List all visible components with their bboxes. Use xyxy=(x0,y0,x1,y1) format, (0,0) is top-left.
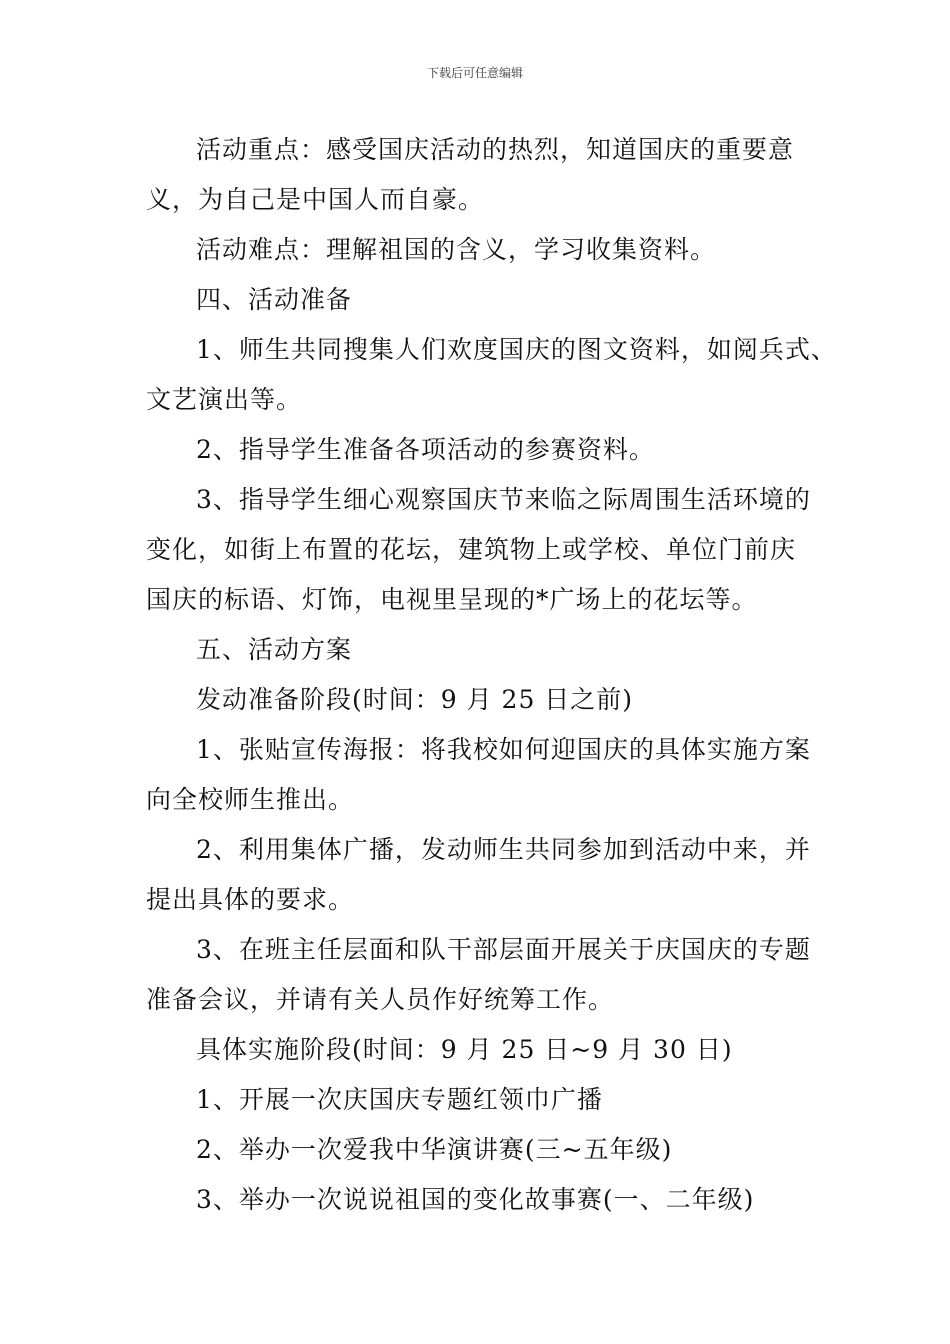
phase-heading: 发动准备阶段(时间：9 月 25 日之前) xyxy=(196,685,634,714)
paragraph-line: 变化，如街上布置的花坛，建筑物上或学校、单位门前庆 xyxy=(146,535,797,564)
phase-heading: 具体实施阶段(时间：9 月 25 日~9 月 30 日) xyxy=(196,1035,733,1064)
paragraph-line: 向全校师生推出。 xyxy=(146,785,355,814)
paragraph-line: 2、指导学生准备各项活动的参赛资料。 xyxy=(196,435,655,464)
paragraph-line: 2、举办一次爱我中华演讲赛(三~五年级) xyxy=(196,1135,673,1164)
paragraph-line: 义，为自己是中国人而自豪。 xyxy=(146,185,485,214)
paragraph-line: 国庆的标语、灯饰，电视里呈现的*广场上的花坛等。 xyxy=(146,585,758,614)
section-heading: 四、活动准备 xyxy=(196,285,353,314)
paragraph-line: 活动重点：感受国庆活动的热烈，知道国庆的重要意 xyxy=(196,135,795,164)
paragraph-line: 1、师生共同搜集人们欢度国庆的图文资料，如阅兵式、 xyxy=(196,335,837,364)
paragraph-line: 3、指导学生细心观察国庆节来临之际周围生活环境的 xyxy=(196,485,811,514)
paragraph-line: 3、举办一次说说祖国的变化故事赛(一、二年级) xyxy=(196,1185,755,1214)
section-heading: 五、活动方案 xyxy=(196,635,353,664)
paragraph-line: 准备会议，并请有关人员作好统筹工作。 xyxy=(146,985,615,1014)
paragraph-line: 活动难点：理解祖国的含义，学习收集资料。 xyxy=(196,235,717,264)
paragraph-line: 3、在班主任层面和队干部层面开展关于庆国庆的专题 xyxy=(196,935,811,964)
paragraph-line: 1、开展一次庆国庆专题红领巾广播 xyxy=(196,1085,603,1114)
paragraph-line: 2、利用集体广播，发动师生共同参加到活动中来，并 xyxy=(196,835,811,864)
page-header: 下载后可任意编辑 xyxy=(426,66,523,80)
paragraph-line: 文艺演出等。 xyxy=(146,385,303,414)
paragraph-line: 1、张贴宣传海报：将我校如何迎国庆的具体实施方案 xyxy=(196,735,811,764)
paragraph-line: 提出具体的要求。 xyxy=(146,885,355,914)
